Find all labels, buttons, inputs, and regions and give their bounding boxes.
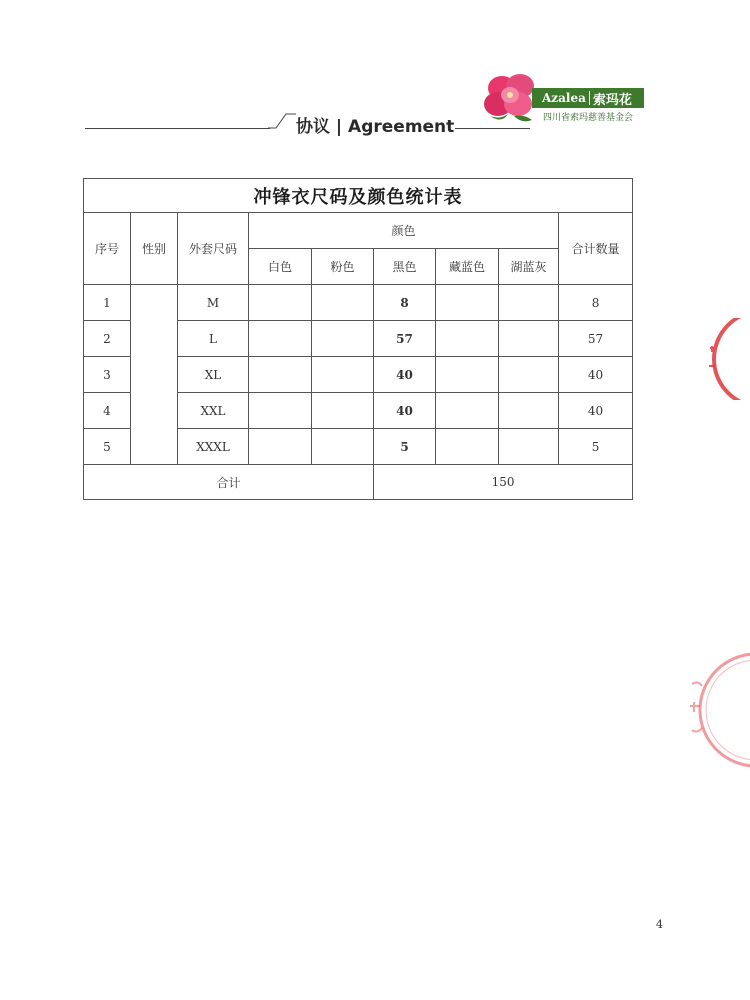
row-black: 57: [374, 321, 436, 357]
row-white: [249, 429, 312, 465]
row-navy: [436, 285, 499, 321]
row-lakegray: [499, 429, 559, 465]
row-index: 5: [84, 429, 131, 465]
row-black: 40: [374, 393, 436, 429]
header-color-navy: 藏蓝色: [436, 249, 499, 285]
page-number: 4: [656, 918, 663, 931]
row-size: XL: [178, 357, 249, 393]
row-white: [249, 321, 312, 357]
row-size: XXL: [178, 393, 249, 429]
header-rule-right: [455, 128, 530, 129]
row-size: M: [178, 285, 249, 321]
header-title: 协议 | Agreement: [296, 117, 455, 137]
sum-value: 150: [374, 465, 633, 500]
row-pink: [312, 321, 374, 357]
row-pink: [312, 393, 374, 429]
row-size: XXXL: [178, 429, 249, 465]
row-black: 8: [374, 285, 436, 321]
row-pink: [312, 429, 374, 465]
row-black: 40: [374, 357, 436, 393]
row-navy: [436, 393, 499, 429]
row-total: 5: [559, 429, 633, 465]
row-navy: [436, 357, 499, 393]
row-total: 40: [559, 357, 633, 393]
table-title: 冲锋衣尺码及颜色统计表: [84, 179, 633, 213]
header-color-black: 黑色: [374, 249, 436, 285]
row-lakegray: [499, 357, 559, 393]
row-navy: [436, 429, 499, 465]
row-white: [249, 357, 312, 393]
logo-brand-band: [532, 88, 644, 108]
header-gender: 性别: [131, 213, 178, 285]
row-white: [249, 393, 312, 429]
row-total: 8: [559, 285, 633, 321]
row-pink: [312, 357, 374, 393]
row-pink: [312, 285, 374, 321]
header-color-lakegray: 湖蓝灰: [499, 249, 559, 285]
row-index: 4: [84, 393, 131, 429]
sum-label: 合计: [84, 465, 374, 500]
seal-stamp-fragment-bottom: [668, 650, 750, 770]
header-rule-bend: [268, 112, 296, 130]
logo-foundation-name: 四川省索玛慈善基金会: [542, 113, 633, 123]
row-navy: [436, 321, 499, 357]
logo-brand-cn: 索玛花: [592, 92, 632, 108]
row-index: 3: [84, 357, 131, 393]
seal-stamp-fragment-right: [700, 318, 750, 400]
row-lakegray: [499, 393, 559, 429]
size-color-table: [83, 178, 633, 500]
row-lakegray: [499, 321, 559, 357]
header-color-group: 颜色: [249, 213, 559, 249]
header-total-qty: 合计数量: [559, 213, 633, 285]
logo-brand-en: Azalea: [532, 91, 590, 105]
row-index: 1: [84, 285, 131, 321]
header-rule-left: [85, 128, 270, 129]
row-total: 57: [559, 321, 633, 357]
row-size: L: [178, 321, 249, 357]
row-black: 5: [374, 429, 436, 465]
header-index: 序号: [84, 213, 131, 285]
row-gender-merged: [131, 285, 178, 465]
row-index: 2: [84, 321, 131, 357]
header-color-pink: 粉色: [312, 249, 374, 285]
table-total-row: [84, 465, 633, 500]
row-lakegray: [499, 285, 559, 321]
table-row: [84, 285, 633, 321]
row-white: [249, 285, 312, 321]
header-size: 外套尺码: [178, 213, 249, 285]
row-total: 40: [559, 393, 633, 429]
header-color-white: 白色: [249, 249, 312, 285]
